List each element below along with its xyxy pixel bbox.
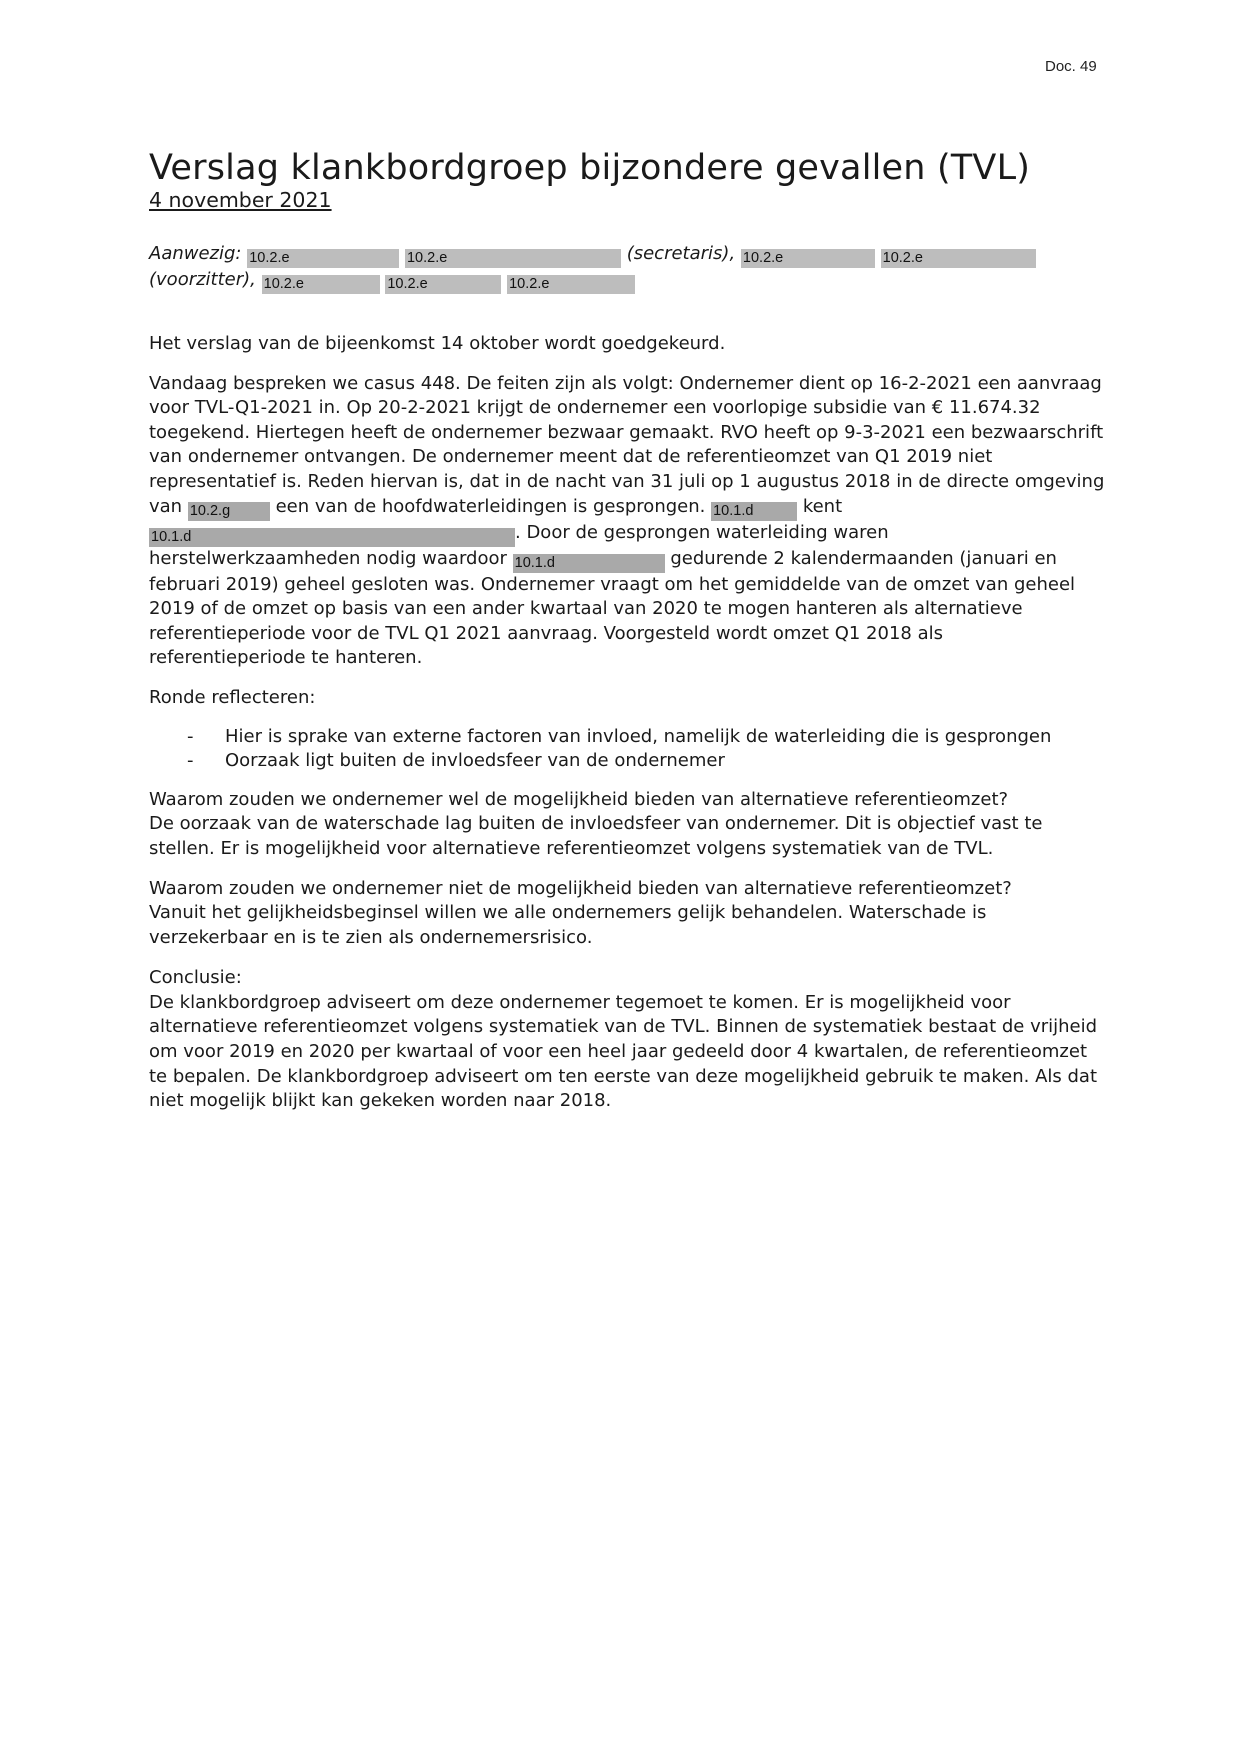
redacted-attendee: 10.2.e	[741, 249, 875, 268]
approval-paragraph: Het verslag van de bijeenkomst 14 oktober wordt goedgekeurd.	[149, 333, 726, 354]
pro-answer: De oorzaak van de waterschade lag buiten de invloedsfeer van ondernemer. Dit is objectief vast te stellen. Er is mogelijkheid voor alternatieve referentieomzet volgens systematiek van de TVL.	[149, 813, 1043, 859]
case-text-2: een van de hoofdwaterleidingen is gesprongen.	[275, 495, 706, 517]
case-paragraph	[149, 372, 1105, 671]
list-item	[149, 725, 1105, 750]
redacted-attendee: 10.2.e	[405, 249, 621, 268]
redacted-attendee: 10.2.e	[507, 275, 635, 294]
redacted-reason: 10.1.d	[513, 554, 665, 573]
document-number: Doc. 49	[1045, 58, 1097, 75]
conclusion-section	[149, 966, 1105, 1114]
document-title: Verslag klankbordgroep bijzondere gevallen (TVL)	[149, 148, 1031, 188]
conclusion-text: De klankbordgroep adviseert om deze ondernemer tegemoet te komen. Er is mogelijkheid voor alternatieve referentieomzet volgens systematiek van de TVL. Binnen de systematiek bestaat de vrijheid om voor 2019 en 2020 per kwartaal of voor een heel jaar gedeeld door 4 kwartalen, de referentieomzet te bepalen. De klankbordgroep adviseert om ten eerste van deze mogelijkheid gebruik te maken. Als dat niet mogelijk blijkt kan gekeken worden naar 2018.	[149, 991, 1098, 1112]
bullet-marker: -	[187, 725, 194, 747]
con-argument	[149, 877, 1105, 951]
redacted-attendee: 10.2.e	[385, 275, 501, 294]
chair-role: (voorzitter),	[149, 269, 256, 290]
list-item	[149, 749, 1105, 774]
redacted-reason: 10.1.d	[711, 502, 797, 521]
redacted-reason: 10.1.d	[149, 528, 515, 547]
reflection-list	[149, 725, 1105, 774]
bullet-marker: -	[187, 750, 194, 772]
pro-question: Waarom zouden we ondernemer wel de mogelijkheid bieden van alternatieve referentieomzet?	[149, 788, 1009, 810]
attendance-list	[149, 242, 1105, 294]
redacted-attendee: 10.2.e	[881, 249, 1036, 268]
con-answer: Vanuit het gelijkheidsbeginsel willen we alle ondernemers gelijk behandelen. Waterschade is verzekerbaar en is te zien als ondernemersrisico.	[149, 902, 987, 948]
redacted-location: 10.2.g	[188, 502, 270, 521]
case-text-5: gedurende 2 kalendermaanden (januari en februari 2019) geheel gesloten was. Ondernemer vraagt om het gemiddelde van de omzet van geheel 2019 of de omzet op basis van een ander kwartaal van 2020 te mogen hanteren als alternatieve referentieperiode voor de TVL Q1 2021 aanvraag. Voorgesteld wordt omzet Q1 2018 als referentieperiode te hanteren.	[149, 547, 1076, 669]
secretary-role: (secretaris),	[626, 243, 736, 264]
reflect-heading: Ronde reflecteren:	[149, 686, 316, 708]
list-item-text: Hier is sprake van externe factoren van invloed, namelijk de waterleiding die is gesprongen	[225, 725, 1052, 747]
attendance-label: Aanwezig:	[149, 243, 242, 264]
case-text-1: Vandaag bespreken we casus 448. De feiten zijn als volgt: Ondernemer dient op 16-2-2021 een aanvraag voor TVL-Q1-2021 in. Op 20-2-2021 krijgt de ondernemer een voorlopige subsidie van € 11.674.32 toegekend. Hiertegen heeft de ondernemer bezwaar gemaakt. RVO heeft op 9-3-2021 een bezwaarschrift van ondernemer ontvangen. De ondernemer meent dat de referentieomzet van Q1 2019 niet representatief is. Reden hiervan is, dat in de nacht van 31 juli op 1 augustus 2018 in de directe omgeving van	[149, 372, 1105, 517]
document-body	[149, 148, 1105, 1114]
case-text-3: kent	[802, 495, 843, 517]
redacted-attendee: 10.2.e	[262, 275, 380, 294]
meeting-date: 4 november 2021	[149, 188, 332, 212]
case-text-4: . Door de gesprongen waterleiding waren herstelwerkzaamheden nodig waardoor	[149, 521, 889, 569]
conclusion-heading: Conclusie:	[149, 967, 242, 989]
list-item-text: Oorzaak ligt buiten de invloedsfeer van de ondernemer	[225, 750, 725, 772]
redacted-attendee: 10.2.e	[247, 249, 399, 268]
pro-argument	[149, 788, 1105, 862]
con-question: Waarom zouden we ondernemer niet de mogelijkheid bieden van alternatieve referentieomzet?	[149, 877, 1012, 899]
